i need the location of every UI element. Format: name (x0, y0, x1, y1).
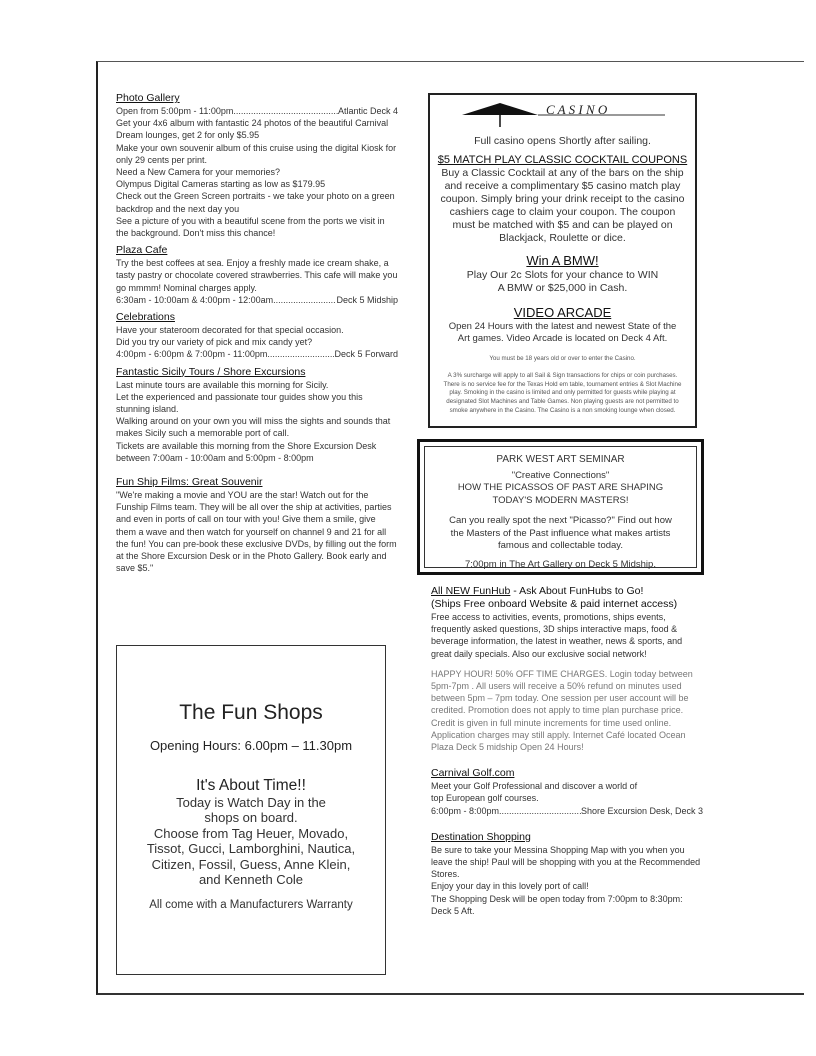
funhub-title-rest: - Ask About FunHubs to Go! (510, 585, 644, 597)
photo-gallery-title: Photo Gallery (116, 92, 180, 104)
shopping-body: Be sure to take your Messina Shopping Map with you when you leave the ship! Paul will be shopping with you at the Recommended Stores. Enjoy your day in this lovely port of call! The Shopping Desk will be open today from 7:00pm to 8:30pm: Deck 5 Aft. (431, 844, 701, 916)
fun-shops-box (116, 645, 386, 975)
funhub-subtitle: (Ships Free onboard Website & paid internet access) (431, 598, 678, 610)
golf-section (431, 767, 703, 817)
park-west-tagline: HOW THE PICASSOS OF PAST ARE SHAPING TODAY'S MODERN MASTERS! (457, 482, 664, 506)
casino-arcade-title: VIDEO ARCADE (513, 305, 612, 320)
celebrations-hours-time: 4:00pm - 6:00pm & 7:00pm - 11:00pm (116, 349, 268, 360)
funhub-happy-hour: HAPPY HOUR! 50% OFF TIME CHARGES. Login today between 5pm-7pm . All users will receive a 50% refund on minutes used between 5pm – 7pm today. One session per user account will be credited. Promotion does not apply to time plan purchase price. Credit is given in full minute increments for time used online. (431, 668, 693, 728)
park-west-title: PARK WEST ART SEMINAR (496, 454, 625, 465)
celebrations-title: Celebrations (116, 311, 175, 324)
plaza-cafe-body: Try the best coffees at sea. Enjoy a freshly made ice cream shake, a tasty pastry or chocolate covered strawberries. This cafe will make you go mmmm! Nominal charges apply. (116, 258, 398, 293)
casino-umbrella-icon (460, 101, 670, 129)
casino-arcade-body: Open 24 Hours with the latest and newest State of the Art games. Video Arcade is located on Deck 4 Aft. (448, 321, 677, 344)
park-west-time: 7:00pm in The Art Gallery on Deck 5 Midship. (465, 558, 656, 570)
funhub-title (431, 585, 703, 598)
shopping-title: Destination Shopping (431, 830, 531, 843)
leader-dots (233, 105, 338, 117)
leader-dots (273, 294, 336, 306)
leader-dots (267, 348, 334, 360)
sicily-title: Fantastic Sicily Tours / Shore Excursions (116, 365, 306, 378)
casino-age-note: You must be 18 years old or over to enter the Casino. (489, 355, 636, 362)
park-west-body: Can you really spot the next "Picasso?" Find out how the Masters of the Past influence what makes artists famous and collectable today. (449, 515, 672, 551)
plaza-cafe-title: Plaza Cafe (116, 244, 168, 257)
casino-logo-text: C A S I N O (546, 102, 608, 117)
fun-shops-warranty: All come with a Manufacturers Warranty (149, 899, 353, 912)
fun-shops-body: Today is Watch Day in the shops on board. Choose from Tag Heuer, Movado, Tissot, Gucci, Lamborghini, Nautica, Citizen, Fossil, Guess, Anne Klein, and Kenneth Cole (146, 795, 356, 888)
celebrations-hours (116, 348, 398, 360)
films-title: Fun Ship Films: Great Souvenir (116, 476, 263, 489)
fun-shops-hours: Opening Hours: 6.00pm – 11.30pm (149, 738, 353, 753)
casino-logo (430, 101, 695, 131)
casino-opens: Full casino opens Shortly after sailing. (474, 135, 651, 147)
sicily-body: Last minute tours are available this morning for Sicily. Let the experienced and passionate tour guides show you this stunning island. Walking around on your own you will miss the sights and sounds that makes Sicily such a memorable port of call. Tickets are available this morning from the Shore Excursion Desk between 7:00am - 10:00am and 5:00pm - 8:00pm (116, 379, 391, 463)
photo-gallery-hours-location: Atlantic Deck 4 (337, 106, 398, 116)
films-section (116, 476, 398, 574)
plaza-cafe-hours-location: Deck 5 Midship (336, 294, 398, 305)
park-west-subtitle: "Creative Connections" (511, 469, 610, 481)
park-west-box (417, 439, 704, 575)
casino-coupon-title: $5 MATCH PLAY CLASSIC COCKTAIL COUPONS (437, 154, 688, 166)
shopping-section (431, 831, 703, 917)
celebrations-section (116, 311, 398, 361)
funhub-body: Free access to activities, events, promotions, ships events, frequently asked questions, 3D ships interactive maps, food & beverage information, the latest in weather, news & sports, and great daily specials. Also our exclusive social network! (431, 612, 683, 659)
fun-shops-headline: It's About Time!! (196, 777, 306, 794)
golf-body: Meet your Golf Professional and discover a world of top European golf courses. (431, 781, 638, 804)
casino-coupon-body: Buy a Classic Cocktail at any of the bars on the ship and receive a complimentary $5 casino match play coupon. Simply bring your drink receipt to the casino cashiers cage to claim your coupon. The coupon must be matched with $5 and can be played on Blackjack, Roulette or dice. (440, 167, 685, 244)
right-column-lower (431, 585, 703, 922)
casino-bmw-body: Play Our 2c Slots for your chance to WIN A BMW or $25,000 in Cash. (466, 269, 659, 294)
leader-dots (499, 805, 581, 817)
golf-hours-location: Shore Excursion Desk, Deck 3 (580, 805, 703, 816)
park-west-inner (424, 446, 697, 568)
golf-title: Carnival Golf.com (431, 767, 515, 780)
plaza-cafe-hours (116, 294, 398, 306)
sicily-section (116, 366, 398, 464)
casino-fine-print: A 3% surcharge will apply to all Sail & Sign transactions for chips or coin purchases. There is no service fee for the Texas Hold em table, tournament entries & Slot Machine play. Smoking in the casino is limited and only permitted for guests while playing at designated Slot Machines and Table Games. Non playing guests are not permitted to smoke anywhere in the Casino. The Casino is a non smoking lounge when closed. (443, 371, 682, 414)
funhub-charges: Application charges may still apply. Internet Café located Ocean Plaza Deck 5 midship Open 24 Hours! (431, 729, 686, 753)
plaza-cafe-hours-time: 6:30am - 10:00am & 4:00pm - 12:00am (116, 294, 274, 305)
photo-gallery-hours (116, 105, 398, 117)
photo-gallery-section (116, 92, 398, 239)
celebrations-body: Have your stateroom decorated for that special occasion. Did you try our variety of pick and mix candy yet? (116, 325, 344, 348)
photo-gallery-body: Get your 4x6 album with fantastic 24 photos of the beautiful Carnival Dream lounges, get 2 for only $5.95 Make your own souvenir album of this cruise using the digital Kiosk for only 29 cents per print. Need a New Camera for your memories? Olympus Digital Cameras starting as low as $179.95 Check out the Green Screen portraits - we take your photo on a green backdrop and the next day you See a picture of you with a beautiful scene from the ports we visit in the background. Don't miss this chance! (116, 118, 397, 239)
golf-hours-time: 6:00pm - 8:00pm (431, 805, 500, 816)
funhub-section (431, 585, 703, 753)
plaza-cafe-section (116, 244, 398, 306)
casino-bmw-title: Win A BMW! (526, 253, 599, 268)
films-body: "We're making a movie and YOU are the star! Watch out for the Funship Films team. They will be all over the ship at activities, parties and even in ports of call on tour with you! Give them a smile, give them a wave and then watch for yourself on channel 9 and 21 for all the fun! You can pre-book these exclusive DVDs, by filling out the form at the Shore Excursion Desk or in the Photo Gallery. Book early and save $5." (116, 490, 397, 574)
celebrations-hours-location: Deck 5 Forward (334, 349, 398, 360)
left-column (116, 92, 398, 580)
casino-box (428, 93, 697, 428)
fun-shops-title: The Fun Shops (179, 701, 323, 724)
funhub-title-link: All NEW FunHub (431, 585, 511, 597)
golf-hours (431, 805, 703, 817)
photo-gallery-hours-time: Open from 5:00pm - 11:00pm (116, 106, 234, 116)
